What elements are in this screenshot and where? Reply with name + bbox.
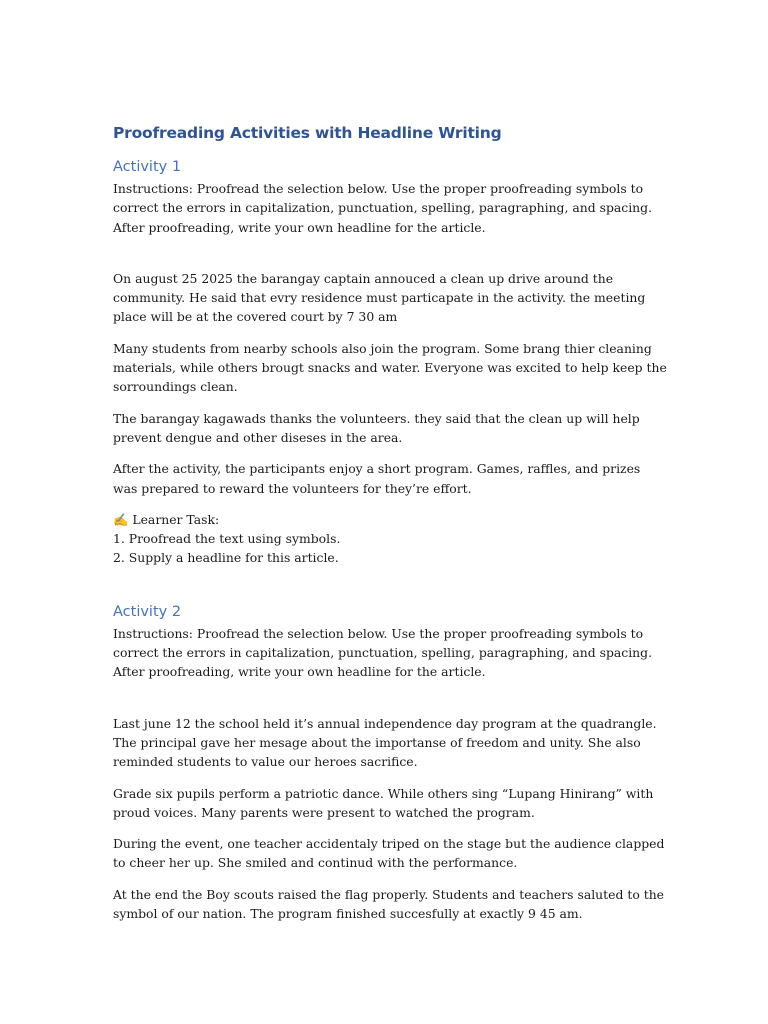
article-paragraph: Many students from nearby schools also join the program. Some brang thier cleaning materials, while others brougt snacks and water. Everyone was excited to help keep the sorroundings clean.	[113, 340, 667, 395]
learner-task-label: ✍ Learner Task:	[113, 511, 220, 527]
activity-heading: Activity 1	[113, 159, 182, 175]
learner-task-item: 2. Supply a headline for this article.	[113, 550, 339, 566]
article-paragraph: On august 25 2025 the barangay captain annouced a clean up drive around the community. He said that evry residence must particapate in the activity. the meeting place will be at the covered court by 7 30 am	[113, 270, 646, 325]
activity-1	[113, 159, 668, 568]
article-paragraph: Grade six pupils perform a patriotic dance. While others sing “Lupang Hinirang” with proud voices. Many parents were present to watched the program.	[113, 785, 654, 820]
learner-task-item: 1. Proofread the text using symbols.	[113, 531, 341, 547]
document-title: Proofreading Activities with Headline Writing	[113, 124, 502, 142]
article-paragraph: After the activity, the participants enjoy a short program. Games, raffles, and prizes was prepared to reward the volunteers for they’re effort.	[113, 461, 641, 496]
learner-task	[113, 510, 668, 568]
article-paragraph: Last june 12 the school held it’s annual independence day program at the quadrangle. The principal gave her mesage about the importanse of freedom and unity. She also reminded students to value our heroes sacrifice.	[113, 715, 657, 770]
article-paragraph: At the end the Boy scouts raised the flag properly. Students and teachers saluted to the symbol of our nation. The program finished succesfully at exactly 9 45 am.	[113, 886, 665, 922]
activity-instructions: Instructions: Proofread the selection below. Use the proper proofreading symbols to correct the errors in capitalization, punctuation, spelling, paragraphing, and spacing. After proofreading, write your own headline for the article.	[113, 181, 653, 235]
article-paragraph: During the event, one teacher accidentaly triped on the stage but the audience clapped to cheer her up. She smiled and continud with the performance.	[113, 836, 665, 871]
activity-2	[113, 604, 668, 924]
activity-instructions: Instructions: Proofread the selection below. Use the proper proofreading symbols to correct the errors in capitalization, punctuation, spelling, paragraphing, and spacing. After proofreading, write your own headline for the article.	[113, 625, 653, 680]
article-paragraph: The barangay kagawads thanks the volunteers. they said that the clean up will help prevent dengue and other diseses in the area.	[113, 410, 640, 445]
activity-heading: Activity 2	[113, 603, 182, 620]
